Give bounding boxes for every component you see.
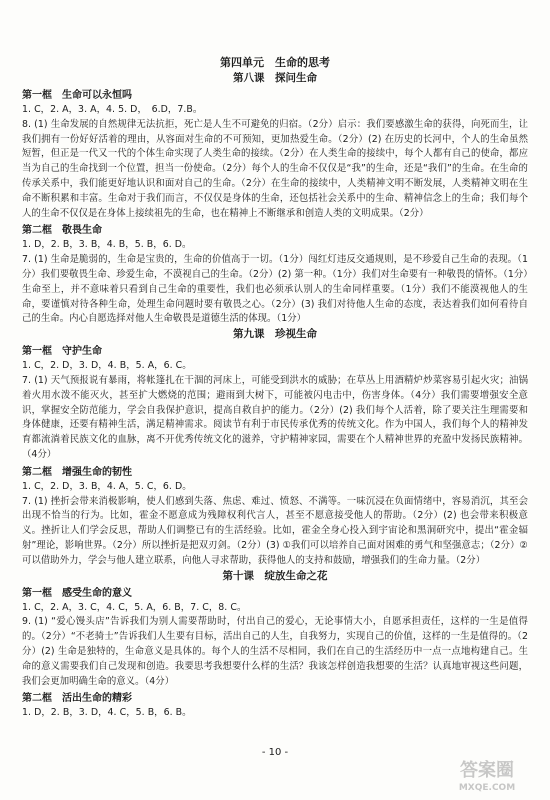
section-title: 第一框 感受生命的意义 xyxy=(22,587,132,599)
section-title: 第一框 守护生命 xyxy=(22,346,102,358)
watermark-logo xyxy=(432,754,542,794)
answer-paragraph: 7. (1) 天气预报说有暴雨，将帐篷扎在干涸的河床上，可能受到洪水的威胁；在草丛上用酒精炉炒菜容易引起火灾；油锅着火用水泼不能灭火，甚至扩大燃烧的范围；避雨到大树下，可能被闪电击中，伤害身体。（4分）我们需要增强安全意识，掌握安全防范能力，学会自我保护意识，提高自救自护的能力。（2分）(2) 我们每个人活着，除了要关注生理需要和身体健康，还要有精神生活，满足精神需求。阅读节有利于市民传承优秀的传统文化。作为中国人，我们每个人的精神发育都流淌着民族文化的血脉，离不开优秀传统文化的滋养，守护精神家园，需要在个人精神世界的充盈中发扬民族精神。（4分） xyxy=(22,374,528,460)
answer-paragraph: 1. C，2. A，3. C，4. C，5. A，6. B，7. C，8. C。 xyxy=(22,601,247,613)
watermark-url: MXQE.COM xyxy=(458,783,516,793)
section-title: 第一框 生命可以永恒吗 xyxy=(22,90,132,101)
page-number: - 10 - xyxy=(261,747,289,758)
answer-paragraph: 9. (1) “爱心馒头店”告诉我们为别人需要帮助时，付出自己的爱心，无论事情大小，自愿承担责任，这样的一生是值得的。（2分）“不老骑士”告诉我们人生要有目标，活出自己的人生，自我努力，实现自己的价值，这样的一生是值得的。（2分）(2) 生命是独特的，生命意义是具体的。每个人的生活不尽相同，我们在自己的生活经历中一点一点地构建自己。生命的意义需要我们自己发现和创造。我要思考我想要什么样的生活？我该怎样创造我想要的生活？认真地审视这些问题，我们会更加明确生命的意义。（4分） xyxy=(22,616,528,687)
lesson-title: 第八课 探问生命 xyxy=(233,72,317,84)
section-title: 第二框 活出生命的精彩 xyxy=(22,693,132,705)
answer-paragraph: 7. (1) 挫折会带来消极影响，使人们感到失落、焦虑、难过、愤怒、不满等。一味沉浸在负面情绪中，容易消沉，其至会出现不恰当的行为。比如，霍金不愿意成为残障权利代言人，甚至不愿意接受他人的帮助。（2分）(2) 也会带来积极意义。挫折让人们学会反思，帮助人们调整已有的生活经验。比如，霍金全身心投入到宇宙论和黑洞研究中，提出“霍金辐射”理论，影响世界。（2分）所以挫折是把双刃剑。（2分）(3) ①我们可以培养自己面对困难的勇气和坚强意志；（2分）②可以借助外力，学会与他人建立联系，向他人寻求帮助，获得他人的支持和鼓励，增强我们的生命力量。（2分） xyxy=(22,495,528,566)
answer-paragraph: 1. D，2. B，3. D，4. C，5. B，6. B。 xyxy=(22,707,192,719)
lesson-title: 第十课 绽放生命之花 xyxy=(222,569,328,582)
watermark-text: 答案圈 xyxy=(460,760,514,781)
answer-paragraph: 7. (1) 生命是脆弱的，生命是宝贵的，生命的价值高于一切。（1分）闯红灯违反交通规则，是不珍爱自己生命的表现。（1分）我们要敬畏生命、珍爱生命，不漠视自己的生命。（2分）(2) 第一种。（1分）我们对生命要有一种敬畏的情怀。（1分）生命至上，并不意味着只看到自己生命的重要性，我们也必须承认别人的生命同样重要。（1分）我们不能漠视他人的生命，要谨慎对待各种生命，处理生命问题时要有敬畏之心。（2分）(3) 我们对待他人生命的态度，表达着我们如何看待自己的生命。内心自愿选择对他人生命敬畏是道德生活的体现。（1分） xyxy=(22,254,528,325)
unit-title: 第四单元 生命的思考 xyxy=(220,56,330,69)
answer-paragraph: 1. C，2. A，3. A，4. 5. D， 6.D，7.B。 xyxy=(22,104,203,115)
section-title: 第二框 增强生命的韧性 xyxy=(22,466,132,478)
answer-paragraph: 1. C，2. D，3. D，4. B，5. A，6. C。 xyxy=(22,360,192,372)
answer-paragraph: 8. (1) 生命发展的自然规律无法抗拒，死亡是人生不可避免的归宿。（2分）启示：我们要感激生命的获得，向死而生，让我们拥有一份好好活着的理由，从容面对生命的不可预知，更加热爱生命。（2分）(2) 在历史的长河中，个人的生命虽然短暂，但正是一代又一代的个体生命实现了人类生命的接续。（2分）在人类生命的接续中，每个人都有自己的使命，都应当为自己的生命找到一个位置，担当一份使命。（2分）每个人的生命不仅仅是“我”的生命，还是“我们”的生命。在生命的传承关系中，我们能更好地认识和面对自己的生命。（2分）在生命的接续中，人类精神文明不断发展，人类精神文明在生命不断积累和丰富。生命对于我们而言，不仅仅是身体的生命，还包括社会关系中的生命、精神信念上的生命；我们每个人的生命不仅仅是在身体上接续祖先的生命，也在精神上不断继承和创造人类的文明成果。（2分） xyxy=(22,118,528,219)
section-title: 第二框 敬畏生命 xyxy=(22,225,102,237)
answer-page-body xyxy=(22,55,528,775)
answer-paragraph: 1. D，2. B，3. B，4. B，5. B，6. D。 xyxy=(22,239,192,251)
answer-paragraph: 1. C，2. D，3. B，4. A，5. C，6. D。 xyxy=(22,480,192,492)
lesson-title: 第九课 珍视生命 xyxy=(233,328,317,341)
